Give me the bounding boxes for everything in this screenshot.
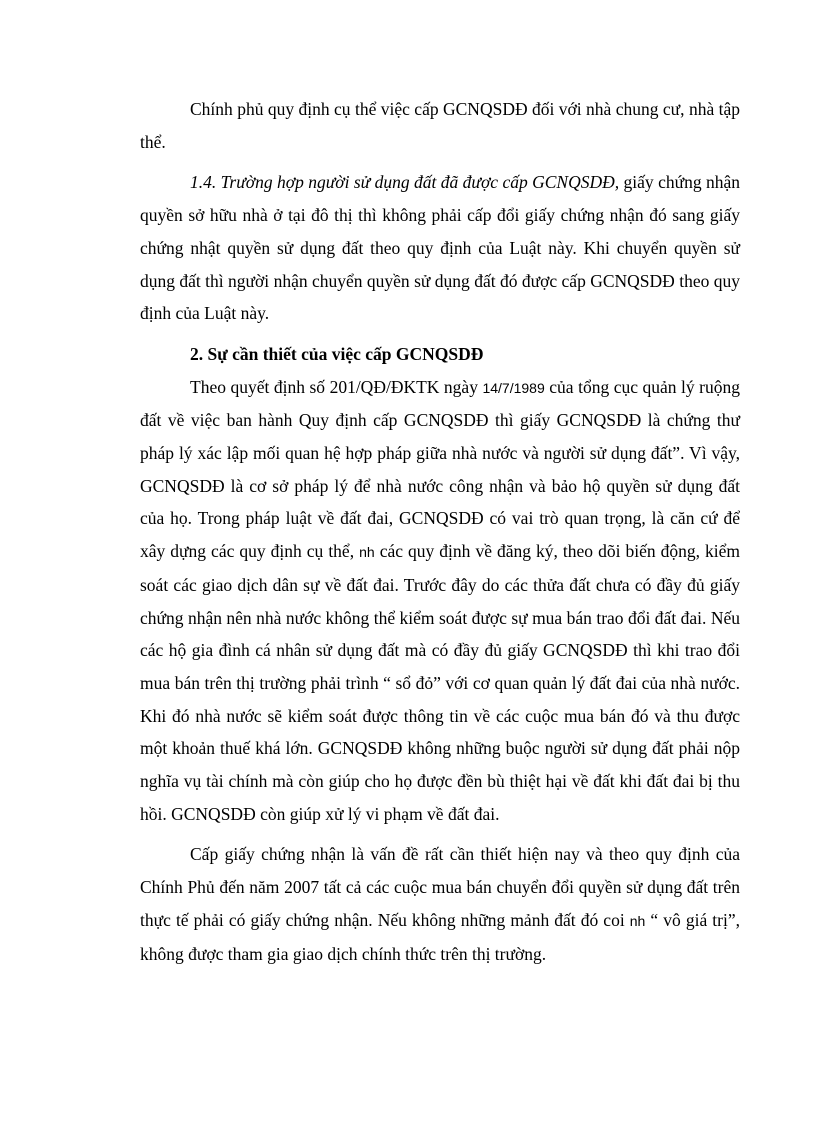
- clause-1-4-italic-lead: 1.4. Trường hợp người sử dụng đất đã được cấp GCNQSDĐ,: [190, 172, 620, 193]
- clause-1-4-text: giấy chứng nhận quyền sở hữu nhà ở tại đô thị thì không phải cấp đổi giấy chứng nhận đó sang giấy chứng nhật quyền sử dụng đất theo quy định của Luật này. Khi chuyển quyền sử dụng đất thì người nhận chuyển quyền sử dụng đất đó được cấp GCNQSDĐ theo quy định của Luật này.: [140, 172, 740, 324]
- section-heading: 2. Sự cần thiết của việc cấp GCNQSDĐ: [190, 343, 484, 364]
- necessity-text-b: của tổng cục quản lý ruộng đất về việc ban hành Quy định cấp GCNQSDĐ thì giấy GCNQSDĐ là chứng thư pháp lý xác lập mối quan hệ hợp pháp giữa nhà nước và người sử dụng đất”. Vì vậy, GCNQSDĐ là cơ sở pháp lý để nhà nước công nhận và bảo hộ quyền sử dụng đất của họ. Trong pháp luật về đất đai, GCNQSDĐ có vai trò quan trọng, là căn cứ để xây dựng các quy định cụ thể,: [140, 376, 740, 562]
- necessity-text-a: Theo quyết định số 201/QĐ/ĐKTK ngày: [190, 376, 483, 397]
- decision-date: 14/7/1989: [482, 379, 545, 396]
- paragraph-apartment-rule: Chính phủ quy định cụ thể việc cấp GCNQSDĐ đối với nhà chung cư, nhà tập thể.: [140, 99, 740, 152]
- paragraph-certificate-requirement: [140, 838, 740, 970]
- requirement-text-b: “ vô giá trị”, không được tham gia giao dịch chính thức trên thị trường.: [140, 909, 740, 964]
- requirement-text-a: Cấp giấy chứng nhận là vấn đề rất cần thiết hiện nay và theo quy định của Chính Phủ đến năm 2007 tất cả các cuộc mua bán chuyển đổi quyền sử dụng đất trên thực tế phải có giấy chứng nhận. Nếu không những mảnh đất đó coi: [140, 844, 740, 930]
- paragraph-necessity: [140, 371, 740, 831]
- necessity-text-c: các quy định về đăng ký, theo dõi biến động, kiểm soát các giao dịch dân sự về đất đai. Trước đây do các thửa đất chưa có đầy đủ giấy chứng nhận nên nhà nước không thể kiểm soát được sự mua bán trao đổi đất đai. Nếu các hộ gia đình cá nhân sử dụng đất mà có đầy đủ giấy GCNQSDĐ thì khi trao đổi mua bán trên thị trường phải trình “ sổ đỏ” với cơ quan quản lý đất đai của nhà nước. Khi đó nhà nước sẽ kiểm soát được thông tin về các cuộc mua bán đó và thu được một khoản thuế khá lớn. GCNQSDĐ không những buộc người sử dụng đất phải nộp nghĩa vụ tài chính mà còn giúp cho họ được đền bù thiệt hại về đất khi đất đai bị thu hồi. GCNQSDĐ còn giúp xử lý vi phạm về đất đai.: [140, 541, 740, 824]
- abbreviation-nh-2: nh: [629, 912, 646, 929]
- abbreviation-nh: nh: [359, 544, 375, 561]
- document-body: [140, 93, 740, 970]
- paragraph-clause-1-4: [140, 166, 740, 330]
